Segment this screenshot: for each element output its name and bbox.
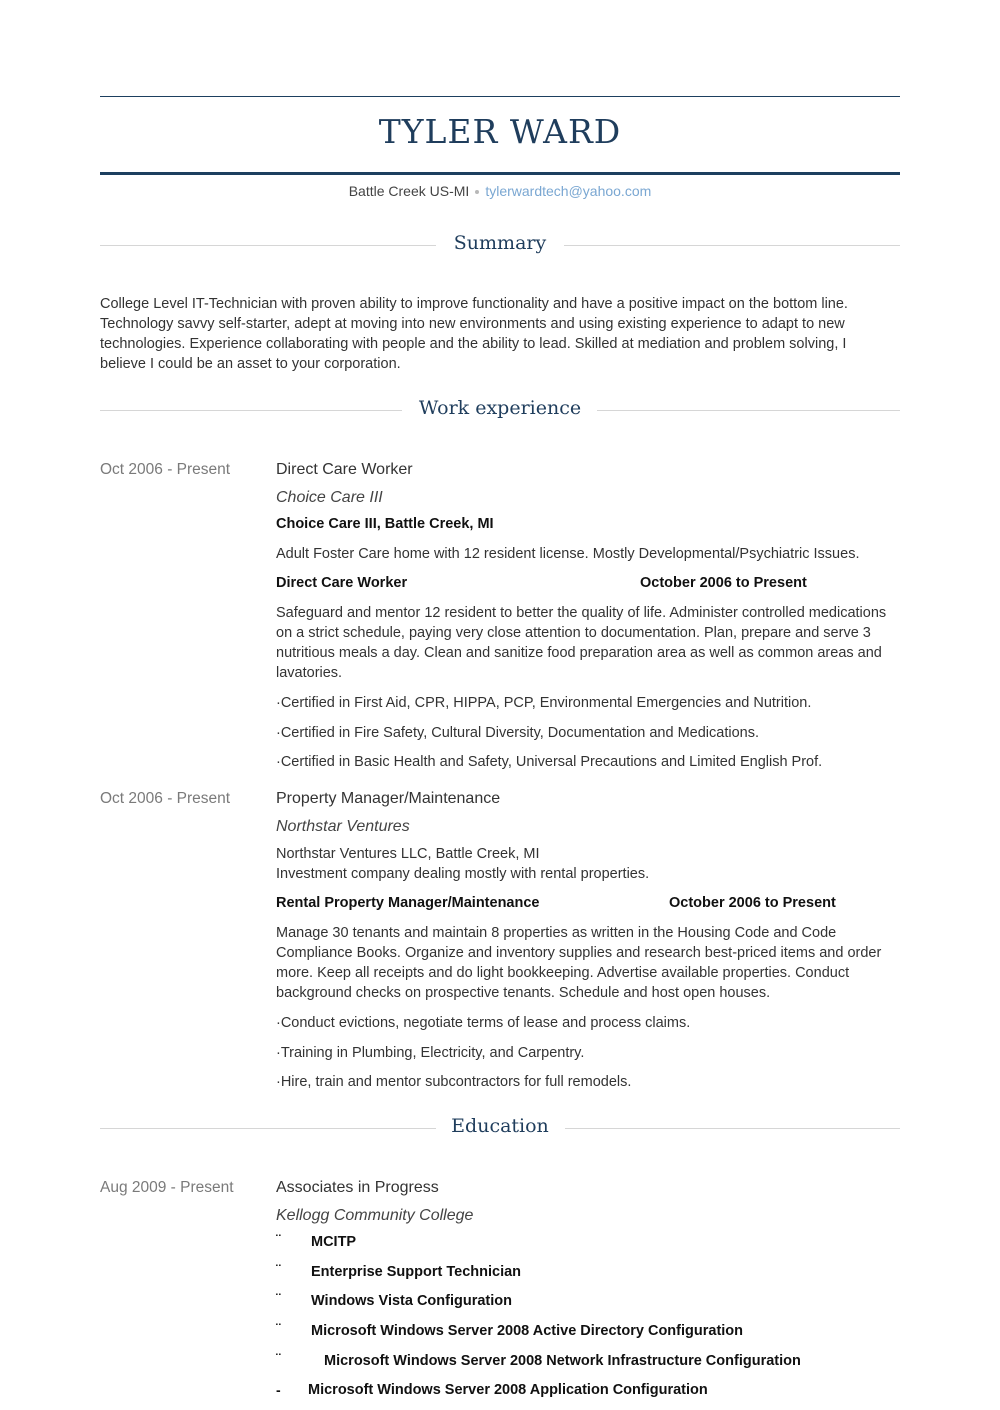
candidate-name: TYLER WARD	[378, 112, 622, 151]
header-top-rule	[100, 96, 900, 97]
education-item: Microsoft Windows Server 2008 Application Configuration	[308, 1382, 708, 1398]
summary-line: College Level IT-Technician with proven ability to improve functionality and have a positive impact on the bottom line.	[100, 296, 848, 312]
section-title-work: Work experience	[418, 397, 582, 419]
list-item-mark: ¨	[276, 1350, 281, 1366]
description-line: Safeguard and mentor 12 resident to better the quality of life. Administer controlled medications	[276, 605, 887, 621]
list-item-mark: -	[276, 1382, 281, 1398]
summary-line: Technology savvy self-starter, adept at moving into new environments and using existing experience to adapt to new	[100, 316, 845, 332]
description-line: nutritious meals a day. Clean and sanitize food preparation area as well as common areas and	[276, 645, 882, 661]
section-title-education: Education	[451, 1115, 549, 1137]
education-item: MCITP	[311, 1234, 357, 1250]
section-header-education	[100, 1115, 900, 1141]
job-title: Direct Care Worker	[276, 461, 413, 478]
education-item: Microsoft Windows Server 2008 Network Infrastructure Configuration	[324, 1353, 801, 1369]
job-bullet: ·Training in Plumbing, Electricity, and Carpentry.	[276, 1045, 585, 1061]
section-header-work	[100, 397, 900, 423]
separator-dot-icon	[475, 190, 479, 194]
job-title: Property Manager/Maintenance	[276, 790, 501, 807]
job-bullet: ·Certified in First Aid, CPR, HIPPA, PCP, Environmental Emergencies and Nutrition.	[276, 695, 812, 711]
description-line: on a strict schedule, paying very close attention to documentation. Plan, prepare and serve 3	[276, 625, 871, 641]
description-line: background checks on prospective tenants. Schedule and host open houses.	[276, 985, 771, 1001]
job-role-bold: Rental Property Manager/Maintenance	[276, 895, 540, 911]
job-company-location: Choice Care III, Battle Creek, MI	[276, 516, 494, 532]
job-intro	[276, 844, 900, 884]
list-item-mark: ¨	[276, 1290, 281, 1306]
list-item-mark: ¨	[276, 1320, 281, 1336]
job-intro: Adult Foster Care home with 12 resident license. Mostly Developmental/Psychiatric Issues.	[276, 546, 860, 562]
email-link[interactable]: tylerwardtech@yahoo.com	[485, 183, 652, 199]
description-line: more. Keep all receipts and do light bookkeeping. Advertise available properties. Conduct	[276, 965, 850, 981]
education-item: Microsoft Windows Server 2008 Active Directory Configuration	[311, 1323, 744, 1339]
section-header-summary	[100, 232, 900, 258]
job-date: Oct 2006 - Present	[100, 461, 231, 478]
contact-line	[100, 183, 900, 199]
education-item: Windows Vista Configuration	[311, 1293, 512, 1309]
education-school: Kellogg Community College	[276, 1207, 474, 1224]
job-description	[276, 603, 900, 683]
education-item: Enterprise Support Technician	[311, 1264, 522, 1280]
summary-line: believe I could be an asset to your corporation.	[100, 356, 401, 372]
description-line: lavatories.	[276, 665, 343, 681]
section-title-summary: Summary	[453, 232, 547, 254]
job-company: Choice Care III	[276, 489, 383, 506]
location: Battle Creek US-MI	[348, 183, 470, 199]
job-bullet: ·Hire, train and mentor subcontractors for full remodels.	[276, 1074, 632, 1090]
list-item-mark: ¨	[276, 1231, 281, 1247]
summary-line: technologies. Experience collaborating with people and the ability to lead. Skilled at mediation and problem solving, I	[100, 336, 847, 352]
job-role-bold: Direct Care Worker	[276, 575, 408, 591]
job-bullet: ·Certified in Basic Health and Safety, Universal Precautions and Limited English Prof.	[276, 754, 823, 770]
job-company: Northstar Ventures	[276, 818, 410, 835]
job-bullet: ·Conduct evictions, negotiate terms of lease and process claims.	[276, 1015, 691, 1031]
list-item-mark: ¨	[276, 1261, 281, 1277]
description-line: Manage 30 tenants and maintain 8 properties as written in the Housing Code and Code	[276, 925, 837, 941]
description-line: Compliance Books. Organize and inventory supplies and research best-priced items and order	[276, 945, 882, 961]
job-dates-bold: October 2006 to Present	[669, 895, 836, 911]
intro-line: Investment company dealing mostly with rental properties.	[276, 866, 650, 882]
job-dates-bold: October 2006 to Present	[640, 575, 807, 591]
education-title: Associates in Progress	[276, 1179, 439, 1196]
job-description	[276, 923, 900, 1003]
intro-line: Northstar Ventures LLC, Battle Creek, MI	[276, 846, 540, 862]
summary-text	[100, 294, 900, 374]
header-bottom-rule	[100, 172, 900, 175]
job-bullet: ·Certified in Fire Safety, Cultural Diversity, Documentation and Medications.	[276, 725, 759, 741]
education-date: Aug 2009 - Present	[100, 1179, 234, 1196]
job-date: Oct 2006 - Present	[100, 790, 231, 807]
